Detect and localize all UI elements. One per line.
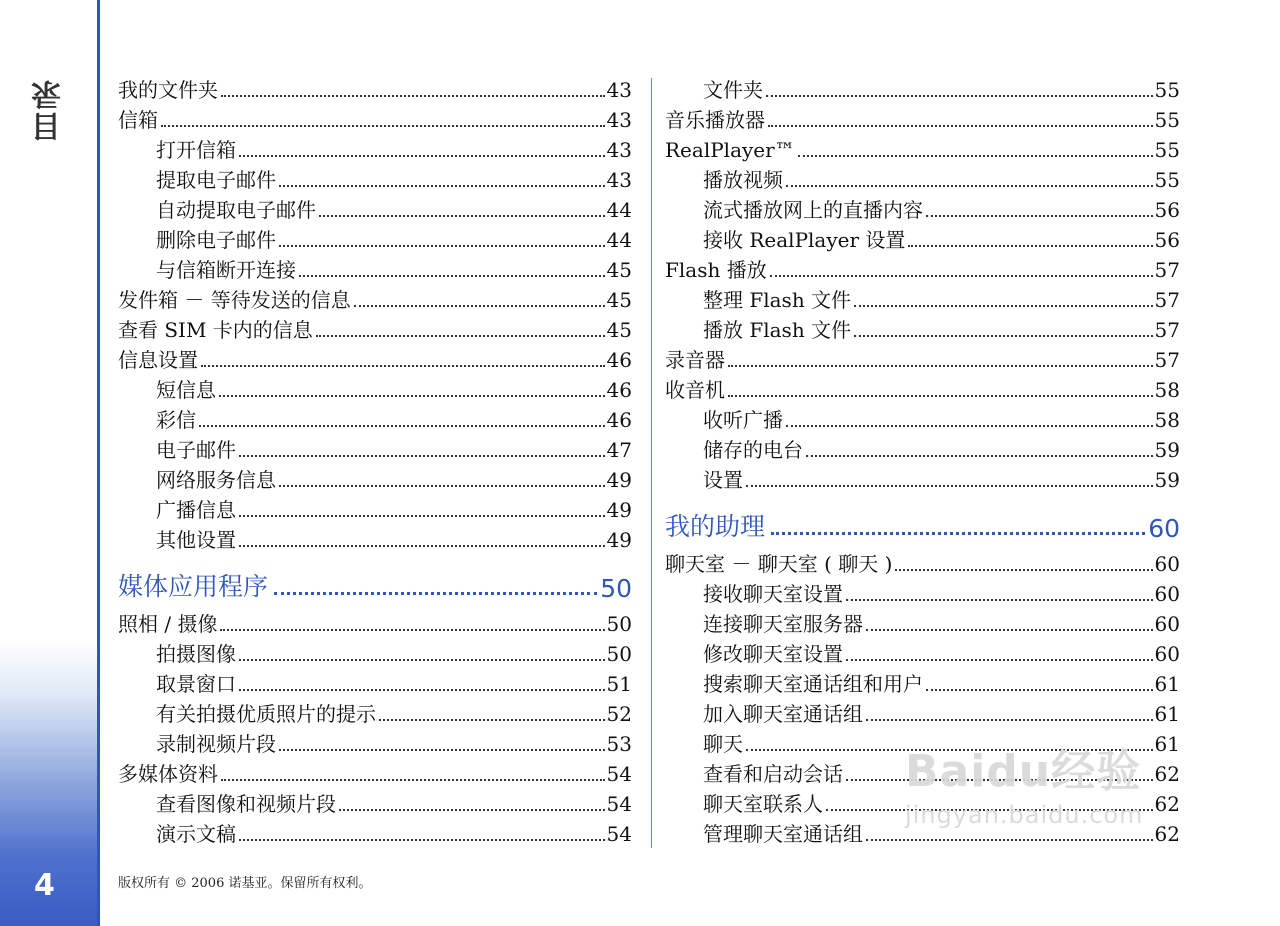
toc-page-number: 60: [1154, 612, 1180, 636]
toc-entry-title: 设置: [703, 468, 743, 492]
page-number: 4: [34, 868, 55, 903]
dot-leader: [279, 485, 605, 487]
toc-entry-title: 流式播放网上的直播内容: [703, 198, 923, 222]
toc-entry-title: 信息设置: [118, 348, 198, 372]
dot-leader: [219, 395, 605, 397]
toc-entry[interactable]: [118, 609, 632, 639]
toc-subentry[interactable]: [118, 525, 632, 555]
toc-entry-title: 查看和启动会话: [703, 762, 843, 786]
dot-leader: [846, 779, 1153, 781]
toc-page-number: 50: [606, 642, 632, 666]
dot-leader: [274, 592, 597, 595]
toc-page-number: 61: [1154, 672, 1180, 696]
toc-subentry[interactable]: [665, 165, 1180, 195]
toc-page-number: 49: [606, 528, 632, 552]
toc-entry[interactable]: [118, 759, 632, 789]
toc-subentry[interactable]: [118, 135, 632, 165]
toc-entry-title: 录音器: [665, 348, 725, 372]
toc-entry-title: 文件夹: [703, 78, 763, 102]
toc-page-number: 43: [606, 108, 632, 132]
toc-subentry[interactable]: [118, 225, 632, 255]
toc-page-number: 52: [606, 702, 632, 726]
toc-page-number: 62: [1154, 822, 1180, 846]
toc-entry-title: 聊天: [703, 732, 743, 756]
toc-subentry[interactable]: [118, 375, 632, 405]
toc-page-number: 61: [1154, 732, 1180, 756]
dot-leader: [771, 532, 1145, 535]
toc-subentry[interactable]: [665, 465, 1180, 495]
toc-subentry[interactable]: [665, 579, 1180, 609]
dot-leader: [201, 365, 605, 367]
toc-page-number: 54: [606, 792, 632, 816]
toc-entry[interactable]: [665, 375, 1180, 405]
dot-leader: [766, 95, 1153, 97]
dot-leader: [866, 839, 1153, 841]
column-divider: [651, 78, 652, 848]
dot-leader: [279, 185, 605, 187]
toc-entry-title: 收听广播: [703, 408, 783, 432]
dot-leader: [239, 455, 605, 457]
toc-page-number: 56: [1154, 198, 1180, 222]
toc-page-number: 50: [606, 612, 632, 636]
toc-entry-title: 播放 Flash 文件: [703, 318, 852, 342]
toc-entry-title: 储存的电台: [703, 438, 803, 462]
dot-leader: [221, 779, 605, 781]
toc-page-number: 49: [606, 468, 632, 492]
dot-leader: [316, 335, 605, 337]
copyright-text: 版权所有 © 2006 诺基亚。保留所有权利。: [118, 876, 372, 891]
toc-entry[interactable]: [665, 255, 1180, 285]
toc-entry-title: 信箱: [118, 108, 158, 132]
toc-entry[interactable]: [665, 345, 1180, 375]
toc-subentry[interactable]: [665, 639, 1180, 669]
toc-entry-title: 聊天室联系人: [703, 792, 823, 816]
toc-page-number: 43: [606, 138, 632, 162]
toc-subentry[interactable]: [665, 315, 1180, 345]
toc-entry-title: 自动提取电子邮件: [156, 198, 316, 222]
dot-leader: [854, 305, 1152, 307]
toc-entry-title: 管理聊天室通话组: [703, 822, 863, 846]
toc-subentry[interactable]: [665, 609, 1180, 639]
toc-page-number: 58: [1154, 378, 1180, 402]
toc-section-heading[interactable]: [118, 567, 632, 603]
toc-subentry[interactable]: [665, 699, 1180, 729]
toc-entry-title: 短信息: [156, 378, 216, 402]
dot-leader: [221, 95, 605, 97]
toc-entry[interactable]: [118, 285, 632, 315]
toc-subentry[interactable]: [118, 195, 632, 225]
toc-entry-title: 聊天室 － 聊天室 ( 聊天 ): [665, 552, 893, 576]
dot-leader: [279, 749, 605, 751]
toc-page-number: 44: [606, 228, 632, 252]
toc-subentry[interactable]: [118, 165, 632, 195]
dot-leader: [239, 839, 605, 841]
toc-page-number: 44: [606, 198, 632, 222]
toc-entry-title: RealPlayer™: [665, 138, 795, 162]
toc-subentry[interactable]: [118, 405, 632, 435]
dot-leader: [199, 425, 605, 427]
dot-leader: [908, 245, 1152, 247]
dot-leader: [826, 809, 1153, 811]
toc-entry-title: 接收聊天室设置: [703, 582, 843, 606]
toc-subentry[interactable]: [118, 819, 632, 849]
dot-leader: [770, 275, 1153, 277]
toc-entry-title: 删除电子邮件: [156, 228, 276, 252]
toc-left-column: [118, 75, 632, 849]
toc-entry-title: 录制视频片段: [156, 732, 276, 756]
toc-subentry[interactable]: [665, 819, 1180, 849]
toc-section-heading[interactable]: [665, 507, 1180, 543]
toc-subentry[interactable]: [118, 255, 632, 285]
toc-page-number: 55: [1154, 78, 1180, 102]
dot-leader: [854, 335, 1152, 337]
toc-page-number: 60: [1154, 582, 1180, 606]
dot-leader: [161, 125, 605, 127]
toc-entry-title: 电子邮件: [156, 438, 236, 462]
toc-page-number: 57: [1154, 258, 1180, 282]
toc-subentry[interactable]: [665, 789, 1180, 819]
toc-entry-title: 媒体应用程序: [118, 572, 269, 601]
dot-leader: [299, 275, 605, 277]
dot-leader: [798, 155, 1153, 157]
toc-page-number: 55: [1154, 138, 1180, 162]
toc-entry-title: 多媒体资料: [118, 762, 218, 786]
toc-page-number: 50: [600, 574, 632, 603]
dot-leader: [846, 659, 1153, 661]
dot-leader: [746, 749, 1153, 751]
toc-entry[interactable]: [118, 315, 632, 345]
toc-subentry[interactable]: [118, 789, 632, 819]
toc-entry-title: 提取电子邮件: [156, 168, 276, 192]
dot-leader: [786, 425, 1153, 427]
dot-leader: [239, 155, 605, 157]
toc-entry[interactable]: [118, 105, 632, 135]
toc-page-number: 56: [1154, 228, 1180, 252]
toc-subentry[interactable]: [118, 729, 632, 759]
toc-page-number: 53: [606, 732, 632, 756]
toc-page-number: 57: [1154, 348, 1180, 372]
dot-leader: [895, 569, 1152, 571]
toc-page-number: 57: [1154, 288, 1180, 312]
toc-page-number: 57: [1154, 318, 1180, 342]
toc-page-number: 60: [1154, 642, 1180, 666]
toc-entry-title: 接收 RealPlayer 设置: [703, 228, 906, 252]
dot-leader: [866, 719, 1153, 721]
dot-leader: [339, 809, 605, 811]
toc-page-number: 59: [1154, 438, 1180, 462]
toc-page-number: 55: [1154, 168, 1180, 192]
toc-subentry[interactable]: [665, 195, 1180, 225]
toc-entry-title: 其他设置: [156, 528, 236, 552]
toc-entry-title: 查看 SIM 卡内的信息: [118, 318, 313, 342]
dot-leader: [379, 719, 605, 721]
toc-entry-title: 播放视频: [703, 168, 783, 192]
toc-page-number: 46: [606, 408, 632, 432]
toc-entry[interactable]: [665, 135, 1180, 165]
toc-page-number: 45: [606, 318, 632, 342]
dot-leader: [746, 485, 1153, 487]
toc-subentry[interactable]: [118, 495, 632, 525]
toc-subentry[interactable]: [665, 225, 1180, 255]
toc-page-number: 45: [606, 258, 632, 282]
toc-subentry[interactable]: [118, 699, 632, 729]
dot-leader: [926, 689, 1153, 691]
toc-page-number: 61: [1154, 702, 1180, 726]
dot-leader: [926, 215, 1153, 217]
toc-entry-title: 与信箱断开连接: [156, 258, 296, 282]
sidebar: [0, 0, 97, 926]
toc-entry-title: 整理 Flash 文件: [703, 288, 852, 312]
toc-subentry[interactable]: [118, 465, 632, 495]
toc-subentry[interactable]: [665, 729, 1180, 759]
dot-leader: [768, 125, 1153, 127]
toc-page-number: 54: [606, 822, 632, 846]
dot-leader: [786, 185, 1153, 187]
dot-leader: [220, 629, 604, 631]
toc-entry-title: 彩信: [156, 408, 196, 432]
toc-entry-title: 照相 / 摄像: [118, 612, 218, 636]
toc-entry-title: 有关拍摄优质照片的提示: [156, 702, 376, 726]
toc-entry-title: 我的助理: [665, 512, 766, 541]
toc-page-number: 62: [1154, 762, 1180, 786]
toc-page-number: 54: [606, 762, 632, 786]
dot-leader: [728, 395, 1153, 397]
toc-subentry[interactable]: [118, 639, 632, 669]
toc-entry[interactable]: [118, 75, 632, 105]
dot-leader: [239, 689, 605, 691]
dot-leader: [846, 599, 1153, 601]
toc-page-number: 46: [606, 378, 632, 402]
toc-subentry[interactable]: [665, 759, 1180, 789]
toc-page-number: 60: [1148, 514, 1180, 543]
toc-page-number: 62: [1154, 792, 1180, 816]
dot-leader: [806, 455, 1153, 457]
toc-page-number: 59: [1154, 468, 1180, 492]
toc-entry-title: 搜索聊天室通话组和用户: [703, 672, 923, 696]
toc-entry[interactable]: [665, 549, 1180, 579]
toc-entry-title: 音乐播放器: [665, 108, 765, 132]
toc-page-number: 58: [1154, 408, 1180, 432]
watermark-url: jingyan.baidu.com: [905, 801, 1144, 829]
toc-subentry[interactable]: [118, 669, 632, 699]
toc-entry-title: 我的文件夹: [118, 78, 218, 102]
dot-leader: [239, 515, 605, 517]
toc-page-number: 49: [606, 498, 632, 522]
sidebar-border: [97, 0, 100, 926]
watermark-logo: Baidu经验: [905, 746, 1142, 797]
toc-subentry[interactable]: [665, 75, 1180, 105]
dot-leader: [728, 365, 1153, 367]
toc-page-number: 55: [1154, 108, 1180, 132]
dot-leader: [239, 545, 605, 547]
toc-entry-title: 演示文稿: [156, 822, 236, 846]
toc-page-number: 51: [606, 672, 632, 696]
dot-leader: [279, 245, 605, 247]
dot-leader: [319, 215, 605, 217]
toc-entry-title: 查看图像和视频片段: [156, 792, 336, 816]
toc-entry-title: 广播信息: [156, 498, 236, 522]
toc-subentry[interactable]: [665, 285, 1180, 315]
toc-right-column: [665, 75, 1180, 849]
toc-entry-title: Flash 播放: [665, 258, 767, 282]
toc-page-number: 47: [606, 438, 632, 462]
toc-entry-title: 连接聊天室服务器: [703, 612, 863, 636]
toc-subentry[interactable]: [665, 669, 1180, 699]
toc-entry-title: 发件箱 － 等待发送的信息: [118, 288, 351, 312]
toc-entry-title: 取景窗口: [156, 672, 236, 696]
toc-page-number: 46: [606, 348, 632, 372]
dot-leader: [239, 659, 605, 661]
toc-subentry[interactable]: [118, 435, 632, 465]
toc-page-number: 43: [606, 78, 632, 102]
toc-page-number: 43: [606, 168, 632, 192]
toc-entry-title: 收音机: [665, 378, 725, 402]
toc-subentry[interactable]: [665, 405, 1180, 435]
toc-entry-title: 拍摄图像: [156, 642, 236, 666]
sidebar-title: 目录: [32, 78, 67, 142]
toc-page-number: 60: [1154, 552, 1180, 576]
toc-entry-title: 网络服务信息: [156, 468, 276, 492]
toc-entry-title: 打开信箱: [156, 138, 236, 162]
toc-entry-title: 加入聊天室通话组: [703, 702, 863, 726]
toc-page-number: 45: [606, 288, 632, 312]
dot-leader: [866, 629, 1153, 631]
dot-leader: [354, 305, 605, 307]
toc-entry[interactable]: [665, 105, 1180, 135]
toc-subentry[interactable]: [665, 435, 1180, 465]
toc-entry[interactable]: [118, 345, 632, 375]
toc-entry-title: 修改聊天室设置: [703, 642, 843, 666]
